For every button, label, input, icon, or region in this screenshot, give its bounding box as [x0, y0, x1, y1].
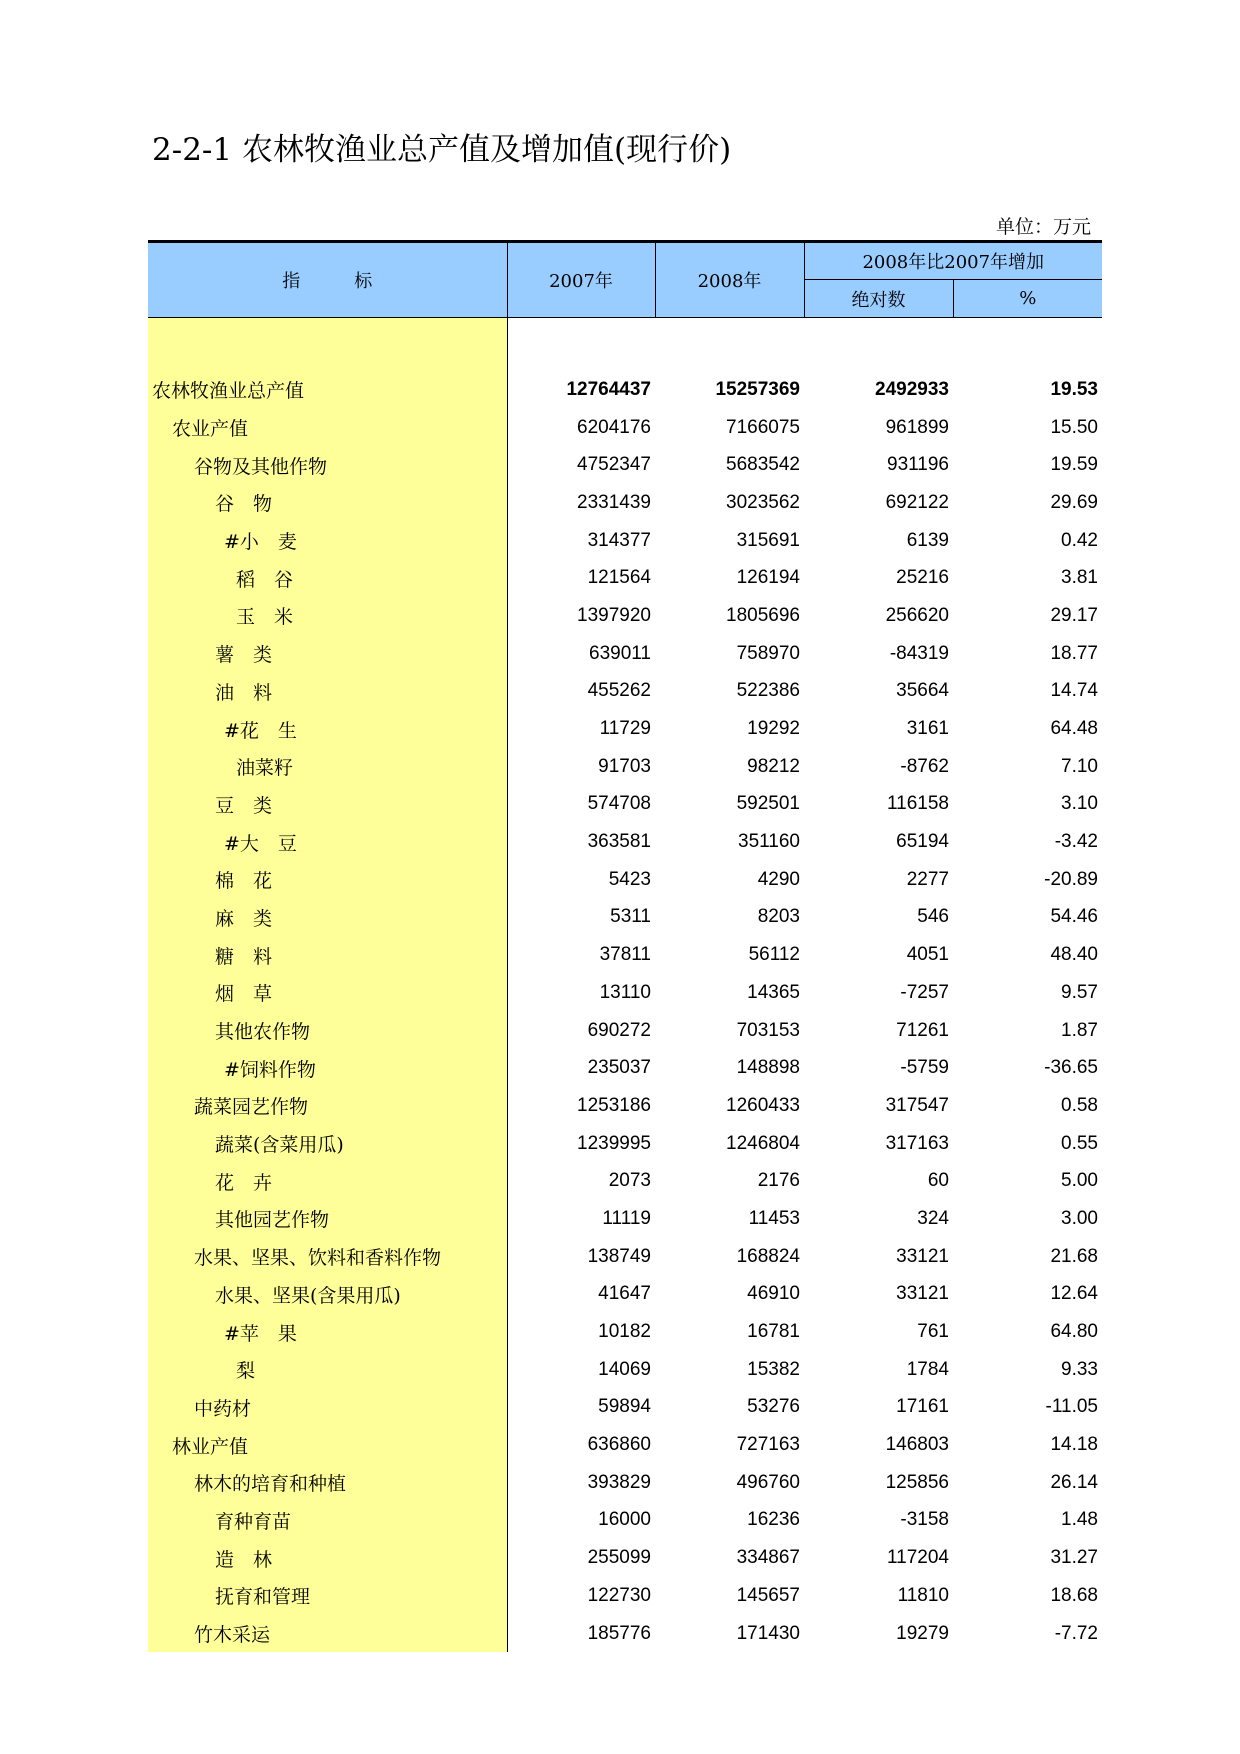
percent-increase-cell: 1.87 — [1061, 1019, 1098, 1041]
indicator-cell: 烟 草 — [148, 974, 507, 1012]
percent-increase-cell: -20.89 — [1044, 868, 1098, 890]
table-row — [148, 1426, 1102, 1464]
table-row — [148, 1087, 1102, 1125]
value-2008-cell: 8203 — [757, 906, 800, 928]
absolute-increase-cell: 33121 — [896, 1245, 949, 1267]
value-2007-cell: 91703 — [598, 755, 651, 777]
value-2007-cell: 2073 — [608, 1170, 651, 1192]
percent-increase-cell: 3.10 — [1061, 793, 1098, 815]
indicator-cell: 谷物及其他作物 — [148, 446, 507, 484]
value-2007-cell: 121564 — [587, 567, 651, 589]
unit-label: 单位：万元 — [996, 216, 1092, 238]
percent-increase-cell: 64.48 — [1050, 718, 1098, 740]
value-2007-cell: 122730 — [587, 1584, 651, 1606]
percent-increase-cell: 0.55 — [1061, 1132, 1098, 1154]
absolute-increase-cell: 546 — [917, 906, 949, 928]
value-2008-cell: 7166075 — [726, 416, 800, 438]
absolute-increase-cell: 324 — [917, 1207, 949, 1229]
table-body — [148, 318, 1102, 1653]
table-row — [148, 1464, 1102, 1502]
value-2008-cell: 126194 — [736, 567, 800, 589]
percent-increase-cell: 0.42 — [1061, 529, 1098, 551]
absolute-increase-cell: 2492933 — [875, 378, 949, 400]
value-2007-cell: 6204176 — [577, 416, 651, 438]
value-2008-cell: 19292 — [747, 718, 800, 740]
indicator-cell: 梨 — [148, 1351, 507, 1389]
value-2008-cell: 3023562 — [726, 491, 800, 513]
table-row — [148, 1313, 1102, 1351]
value-2007-cell: 12764437 — [566, 378, 651, 400]
percent-increase-cell: 0.58 — [1061, 1094, 1098, 1116]
table-row — [148, 1125, 1102, 1163]
indicator-cell: 棉 花 — [148, 861, 507, 899]
indicator-cell: 薯 类 — [148, 635, 507, 673]
table-row — [148, 823, 1102, 861]
value-2007-cell: 11729 — [599, 718, 651, 740]
indicator-cell: #饲料作物 — [148, 1049, 507, 1087]
table-row — [148, 861, 1102, 899]
percent-increase-cell: -3.42 — [1054, 831, 1098, 853]
value-2007-cell: 41647 — [598, 1283, 651, 1305]
indicator-cell: 农业产值 — [148, 409, 507, 447]
table-row — [148, 522, 1102, 560]
value-2007-cell: 1397920 — [577, 604, 651, 626]
value-2008-cell: 592501 — [736, 793, 800, 815]
statistics-table — [148, 240, 1102, 1652]
absolute-increase-cell: 19279 — [896, 1622, 949, 1644]
absolute-increase-cell: -7257 — [900, 981, 949, 1003]
value-2008-cell: 351160 — [738, 831, 800, 853]
absolute-increase-cell: 692122 — [885, 491, 949, 513]
indicator-cell: 水果、坚果(含果用瓜) — [148, 1276, 507, 1314]
table-row — [148, 1276, 1102, 1314]
value-2008-cell: 14365 — [747, 981, 800, 1003]
absolute-increase-cell: 17161 — [896, 1396, 949, 1418]
table-row — [148, 1012, 1102, 1050]
value-2007-cell: 14069 — [598, 1358, 651, 1380]
absolute-increase-cell: 25216 — [896, 567, 949, 589]
value-2007-cell: 16000 — [598, 1509, 651, 1531]
percent-increase-cell: -11.05 — [1045, 1396, 1098, 1418]
indicator-cell: 油菜籽 — [148, 748, 507, 786]
value-2007-cell: 10182 — [598, 1321, 651, 1343]
indicator-cell: 抚育和管理 — [148, 1577, 507, 1615]
value-2008-cell: 16781 — [747, 1321, 800, 1343]
value-2008-cell: 727163 — [736, 1434, 800, 1456]
indicator-cell: #花 生 — [148, 710, 507, 748]
percent-increase-cell: 29.69 — [1050, 491, 1098, 513]
absolute-increase-cell: 65194 — [896, 831, 949, 853]
percent-increase-cell: 48.40 — [1050, 944, 1098, 966]
percent-increase-cell: 19.59 — [1050, 454, 1098, 476]
table-row — [148, 1238, 1102, 1276]
percent-increase-cell: 7.10 — [1061, 755, 1098, 777]
table-row — [148, 936, 1102, 974]
indicator-cell: 水果、坚果、饮料和香料作物 — [148, 1238, 507, 1276]
absolute-increase-cell: 33121 — [896, 1283, 949, 1305]
value-2007-cell: 11119 — [602, 1207, 651, 1229]
value-2008-cell: 334867 — [736, 1547, 800, 1569]
absolute-increase-cell: -8762 — [900, 755, 949, 777]
absolute-increase-cell: -84319 — [889, 642, 949, 664]
table-row — [148, 1351, 1102, 1389]
table-row — [148, 748, 1102, 786]
spacer-cell — [804, 318, 953, 372]
indicator-cell: 其他农作物 — [148, 1012, 507, 1050]
value-2008-cell: 758970 — [736, 642, 800, 664]
percent-increase-cell: 64.80 — [1050, 1321, 1098, 1343]
indicator-cell: 农林牧渔业总产值 — [148, 371, 507, 409]
table-row — [148, 673, 1102, 711]
absolute-increase-cell: -5759 — [900, 1057, 949, 1079]
value-2007-cell: 5423 — [608, 868, 651, 890]
table-row — [148, 786, 1102, 824]
value-2007-cell: 59894 — [598, 1396, 651, 1418]
table-row — [148, 1389, 1102, 1427]
value-2008-cell: 98212 — [747, 755, 800, 777]
indicator-cell: 糖 料 — [148, 936, 507, 974]
value-2008-cell: 145657 — [736, 1584, 800, 1606]
header-absolute: 绝对数 — [804, 280, 953, 318]
percent-increase-cell: 21.68 — [1050, 1245, 1098, 1267]
header-increase: 2008年比2007年增加 — [804, 242, 1102, 280]
header-2007: 2007年 — [507, 242, 655, 318]
table-row — [148, 1049, 1102, 1087]
absolute-increase-cell: 317547 — [885, 1094, 949, 1116]
absolute-increase-cell: 117204 — [887, 1547, 949, 1569]
table-row — [148, 635, 1102, 673]
value-2007-cell: 185776 — [587, 1622, 651, 1644]
percent-increase-cell: 3.00 — [1061, 1207, 1098, 1229]
absolute-increase-cell: 125856 — [885, 1471, 949, 1493]
value-2008-cell: 1246804 — [726, 1132, 800, 1154]
value-2008-cell: 496760 — [736, 1471, 800, 1493]
percent-increase-cell: 5.00 — [1061, 1170, 1098, 1192]
percent-increase-cell: 15.50 — [1050, 416, 1098, 438]
table-row — [148, 1502, 1102, 1540]
spacer-cell — [953, 318, 1102, 372]
value-2008-cell: 168824 — [736, 1245, 800, 1267]
value-2008-cell: 2176 — [757, 1170, 800, 1192]
table-row — [148, 446, 1102, 484]
indicator-cell: 豆 类 — [148, 786, 507, 824]
table-header — [148, 242, 1102, 318]
indicator-cell: 中药材 — [148, 1389, 507, 1427]
indicator-cell: 其他园艺作物 — [148, 1200, 507, 1238]
indicator-cell: 蔬菜(含菜用瓜) — [148, 1125, 507, 1163]
table-row — [148, 710, 1102, 748]
percent-increase-cell: 31.27 — [1050, 1547, 1098, 1569]
percent-increase-cell: -7.72 — [1054, 1622, 1098, 1644]
value-2008-cell: 522386 — [736, 680, 800, 702]
value-2008-cell: 46910 — [747, 1283, 800, 1305]
indicator-cell: 林木的培育和种植 — [148, 1464, 507, 1502]
percent-increase-cell: 14.74 — [1050, 680, 1098, 702]
table-row — [148, 1577, 1102, 1615]
indicator-cell: 蔬菜园艺作物 — [148, 1087, 507, 1125]
table-row — [148, 899, 1102, 937]
value-2007-cell: 363581 — [587, 831, 651, 853]
value-2007-cell: 255099 — [587, 1547, 651, 1569]
value-2007-cell: 1239995 — [577, 1132, 651, 1154]
spacer-cell — [655, 318, 804, 372]
value-2007-cell: 393829 — [587, 1471, 651, 1493]
value-2008-cell: 315691 — [736, 529, 800, 551]
absolute-increase-cell: 146803 — [885, 1434, 949, 1456]
percent-increase-cell: 14.18 — [1050, 1434, 1098, 1456]
value-2007-cell: 37811 — [599, 944, 651, 966]
value-2008-cell: 15382 — [747, 1358, 800, 1380]
indicator-cell: 造 林 — [148, 1539, 507, 1577]
value-2007-cell: 138749 — [587, 1245, 651, 1267]
percent-increase-cell: 26.14 — [1050, 1471, 1098, 1493]
value-2008-cell: 4290 — [757, 868, 800, 890]
table-row — [148, 409, 1102, 447]
table-row — [148, 1615, 1102, 1653]
percent-increase-cell: 1.48 — [1061, 1509, 1098, 1531]
value-2007-cell: 455262 — [587, 680, 651, 702]
value-2007-cell: 574708 — [587, 793, 651, 815]
header-indicator: 指 标 — [148, 242, 507, 318]
percent-increase-cell: 19.53 — [1050, 378, 1098, 400]
value-2007-cell: 2331439 — [577, 491, 651, 513]
value-2008-cell: 16236 — [747, 1509, 800, 1531]
value-2007-cell: 4752347 — [577, 454, 651, 476]
absolute-increase-cell: 931196 — [887, 454, 949, 476]
absolute-increase-cell: 116158 — [887, 793, 949, 815]
percent-increase-cell: 9.57 — [1061, 981, 1098, 1003]
absolute-increase-cell: 1784 — [906, 1358, 949, 1380]
value-2007-cell: 636860 — [587, 1434, 651, 1456]
indicator-cell: #苹 果 — [148, 1313, 507, 1351]
absolute-increase-cell: 4051 — [906, 944, 949, 966]
value-2008-cell: 1260433 — [726, 1094, 800, 1116]
spacer-row — [148, 318, 1102, 372]
table-row — [148, 1539, 1102, 1577]
table-row — [148, 1162, 1102, 1200]
value-2007-cell: 1253186 — [577, 1094, 651, 1116]
indicator-cell: #大 豆 — [148, 823, 507, 861]
header-percent: % — [953, 280, 1102, 318]
value-2008-cell: 703153 — [736, 1019, 800, 1041]
absolute-increase-cell: 2277 — [906, 868, 949, 890]
value-2008-cell: 171430 — [736, 1622, 800, 1644]
absolute-increase-cell: 961899 — [885, 416, 949, 438]
table-row — [148, 597, 1102, 635]
absolute-increase-cell: 60 — [927, 1170, 949, 1192]
absolute-increase-cell: 256620 — [885, 604, 949, 626]
indicator-cell: 稻 谷 — [148, 559, 507, 597]
percent-increase-cell: 9.33 — [1061, 1358, 1098, 1380]
absolute-increase-cell: 6139 — [906, 529, 949, 551]
absolute-increase-cell: 35664 — [896, 680, 949, 702]
absolute-increase-cell: -3158 — [900, 1509, 949, 1531]
percent-increase-cell: 18.77 — [1050, 642, 1098, 664]
indicator-cell: 谷 物 — [148, 484, 507, 522]
value-2007-cell: 235037 — [587, 1057, 651, 1079]
table-row — [148, 559, 1102, 597]
absolute-increase-cell: 317163 — [885, 1132, 949, 1154]
value-2008-cell: 56112 — [748, 944, 800, 966]
indicator-cell: 竹木采运 — [148, 1615, 507, 1653]
value-2007-cell: 314377 — [587, 529, 651, 551]
page-title: 2-2-1 农林牧渔业总产值及增加值(现行价) — [152, 132, 732, 168]
indicator-cell: 油 料 — [148, 673, 507, 711]
absolute-increase-cell: 71261 — [896, 1019, 949, 1041]
indicator-cell: 花 卉 — [148, 1162, 507, 1200]
indicator-cell: 林业产值 — [148, 1426, 507, 1464]
header-2008: 2008年 — [655, 242, 804, 318]
value-2007-cell: 690272 — [587, 1019, 651, 1041]
value-2008-cell: 148898 — [736, 1057, 800, 1079]
value-2008-cell: 5683542 — [726, 454, 800, 476]
percent-increase-cell: 3.81 — [1061, 567, 1098, 589]
value-2008-cell: 53276 — [747, 1396, 800, 1418]
table-row — [148, 974, 1102, 1012]
indicator-cell: #小 麦 — [148, 522, 507, 560]
percent-increase-cell: 12.64 — [1050, 1283, 1098, 1305]
table-row — [148, 484, 1102, 522]
value-2008-cell: 1805696 — [726, 604, 800, 626]
absolute-increase-cell: 761 — [917, 1321, 949, 1343]
value-2007-cell: 639011 — [589, 642, 651, 664]
indicator-cell: 育种育苗 — [148, 1502, 507, 1540]
percent-increase-cell: 18.68 — [1050, 1584, 1098, 1606]
value-2008-cell: 15257369 — [715, 378, 800, 400]
percent-increase-cell: -36.65 — [1044, 1057, 1098, 1079]
indicator-cell: 麻 类 — [148, 899, 507, 937]
percent-increase-cell: 54.46 — [1050, 906, 1098, 928]
spacer-cell — [507, 318, 655, 372]
absolute-increase-cell: 3161 — [906, 718, 949, 740]
table-row — [148, 1200, 1102, 1238]
table-row — [148, 371, 1102, 409]
value-2007-cell: 5311 — [610, 906, 651, 928]
value-2008-cell: 11453 — [748, 1207, 800, 1229]
absolute-increase-cell: 11810 — [897, 1584, 949, 1606]
spacer-cell — [148, 318, 507, 372]
indicator-cell: 玉 米 — [148, 597, 507, 635]
percent-increase-cell: 29.17 — [1050, 604, 1098, 626]
value-2007-cell: 13110 — [599, 981, 651, 1003]
